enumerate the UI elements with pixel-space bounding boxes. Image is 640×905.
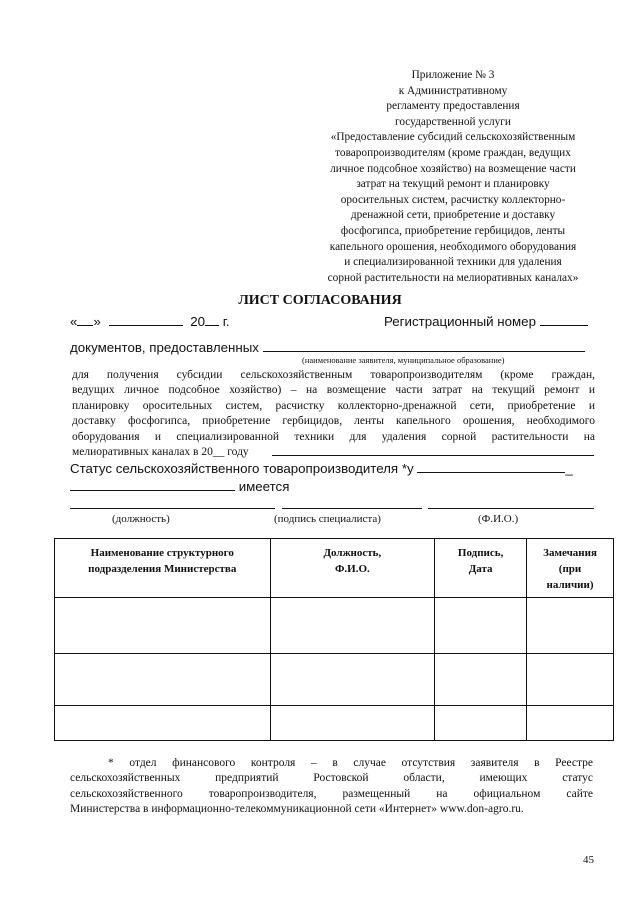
- appendix-line: затрат на текущий ремонт и планировку: [356, 178, 550, 191]
- header-department: [55, 539, 271, 598]
- header-line: Должность,: [323, 547, 382, 559]
- footnote-line: Министерства в информационно-телекоммуникационной сети «Интернет» www.don-agro.ru.: [70, 802, 524, 815]
- table-cell[interactable]: [527, 706, 614, 741]
- table-cell[interactable]: [527, 598, 614, 654]
- month-field[interactable]: [109, 313, 183, 326]
- has-label: имеется: [238, 479, 290, 494]
- footnote-line: сельскохозяйственных предприятий Ростовской области, имеющих статус: [70, 772, 593, 785]
- appendix-line: к Административному: [398, 84, 508, 97]
- footnote-line: * отдел финансового контроля – в случае отсутствия заявителя в Реестре: [108, 757, 593, 769]
- status-field[interactable]: [417, 460, 565, 473]
- appendix-line: товаропроизводителям (кроме граждан, ведущих: [335, 146, 571, 159]
- table-cell[interactable]: [435, 654, 527, 706]
- body-paragraph: [72, 368, 595, 460]
- table-header-row: [55, 539, 614, 598]
- header-remarks: [527, 539, 614, 598]
- signature-line[interactable]: [282, 508, 422, 509]
- table-row: [55, 706, 614, 741]
- body-line: оборудования и специализированной техники для удаления сорной растительности на: [72, 430, 595, 443]
- header-line: Ф.И.О.: [334, 563, 370, 575]
- has-field[interactable]: [70, 478, 235, 491]
- date-close-quote: »: [93, 314, 101, 329]
- appendix-line: оросительных систем, расчистку коллекторно-: [340, 193, 566, 206]
- status-line: [70, 460, 573, 476]
- footnote: [70, 756, 593, 817]
- body-line: для получения субсидии сельскохозяйственным товаропроизводителям (кроме граждан,: [72, 369, 595, 381]
- body-line: мелиоративных каналах в 20__ году: [72, 446, 249, 459]
- registration-number-field[interactable]: [540, 313, 588, 326]
- applicant-name-hint: (наименование заявителя, муниципальное образование): [302, 355, 505, 365]
- header-line: подразделения Министерства: [88, 563, 237, 575]
- header-line: Замечания: [543, 547, 597, 559]
- day-field[interactable]: [77, 313, 93, 326]
- appendix-line: фосфогипса, приобретение гербицидов, ленты: [340, 224, 566, 237]
- header-position-name: [270, 539, 435, 598]
- documents-label: документов, предоставленных: [70, 340, 259, 355]
- registration-number: [384, 313, 588, 329]
- appendix-header: [298, 68, 608, 286]
- status-suffix: _: [565, 461, 573, 476]
- header-line: наличии): [546, 579, 594, 591]
- documents-line: [70, 339, 585, 355]
- year-suffix: г.: [219, 314, 230, 329]
- table-cell[interactable]: [527, 654, 614, 706]
- table-cell[interactable]: [55, 598, 271, 654]
- appendix-line: дренажной сети, приобретение и доставку: [350, 209, 556, 222]
- registration-number-label: Регистрационный номер: [384, 314, 536, 329]
- appendix-line: государственной услуги: [395, 115, 511, 128]
- table-cell[interactable]: [270, 598, 435, 654]
- header-line: Наименование структурного: [90, 547, 234, 559]
- header-line: (при: [558, 563, 582, 575]
- table-cell[interactable]: [55, 706, 271, 741]
- appendix-line: регламенту предоставления: [386, 100, 520, 113]
- name-line[interactable]: [428, 508, 594, 509]
- table-cell[interactable]: [270, 706, 435, 741]
- page-number: 45: [583, 854, 594, 866]
- table-cell[interactable]: [270, 654, 435, 706]
- date-open-quote: «: [70, 314, 78, 329]
- body-line: ведущих личное подсобное хозяйство) – на возмещение части затрат на текущий ремонт и: [72, 384, 595, 397]
- appendix-line: «Предоставление субсидий сельскохозяйственным: [330, 131, 576, 144]
- status-label: Статус сельскохозяйственного товаропроизводителя *у: [70, 461, 414, 476]
- appendix-line: Приложение № 3: [411, 69, 495, 81]
- signature-label: (подпись специалиста): [274, 513, 381, 525]
- table-cell[interactable]: [55, 654, 271, 706]
- appendix-line: и специализированной техники для удаления: [344, 256, 562, 269]
- body-underline: [272, 455, 594, 456]
- page-title: ЛИСТ СОГЛАСОВАНИЯ: [238, 293, 402, 308]
- has-line: [70, 478, 289, 494]
- table-cell[interactable]: [435, 706, 527, 741]
- appendix-line: сорной растительности на мелиоративных каналах»: [327, 271, 579, 284]
- date-line: [70, 313, 230, 329]
- table-row: [55, 654, 614, 706]
- body-line: доставку фосфогипса, приобретение гербицидов, ленты капельного орошения, необходимого: [72, 415, 595, 428]
- table-row: [55, 598, 614, 654]
- year-field[interactable]: [205, 313, 219, 326]
- table-cell[interactable]: [435, 598, 527, 654]
- approval-table: [54, 538, 614, 741]
- footnote-line: сельскохозяйственного товаропроизводителя, размещенный на официальном сайте: [70, 787, 593, 800]
- year-prefix: 20: [190, 314, 206, 329]
- name-label: (Ф.И.О.): [478, 513, 519, 525]
- appendix-line: капельного орошения, необходимого оборудования: [329, 240, 577, 253]
- applicant-name-field[interactable]: [263, 339, 585, 352]
- header-line: Дата: [468, 563, 493, 575]
- appendix-line: личное подсобное хозяйство) на возмещение части: [330, 162, 576, 175]
- header-signature-date: [435, 539, 527, 598]
- position-label: (должность): [112, 513, 170, 525]
- position-line[interactable]: [70, 508, 275, 509]
- body-line: планировку оросительных систем, расчистку коллекторно-дренажной сети, приобретение и: [72, 399, 595, 412]
- header-line: Подпись,: [457, 547, 504, 559]
